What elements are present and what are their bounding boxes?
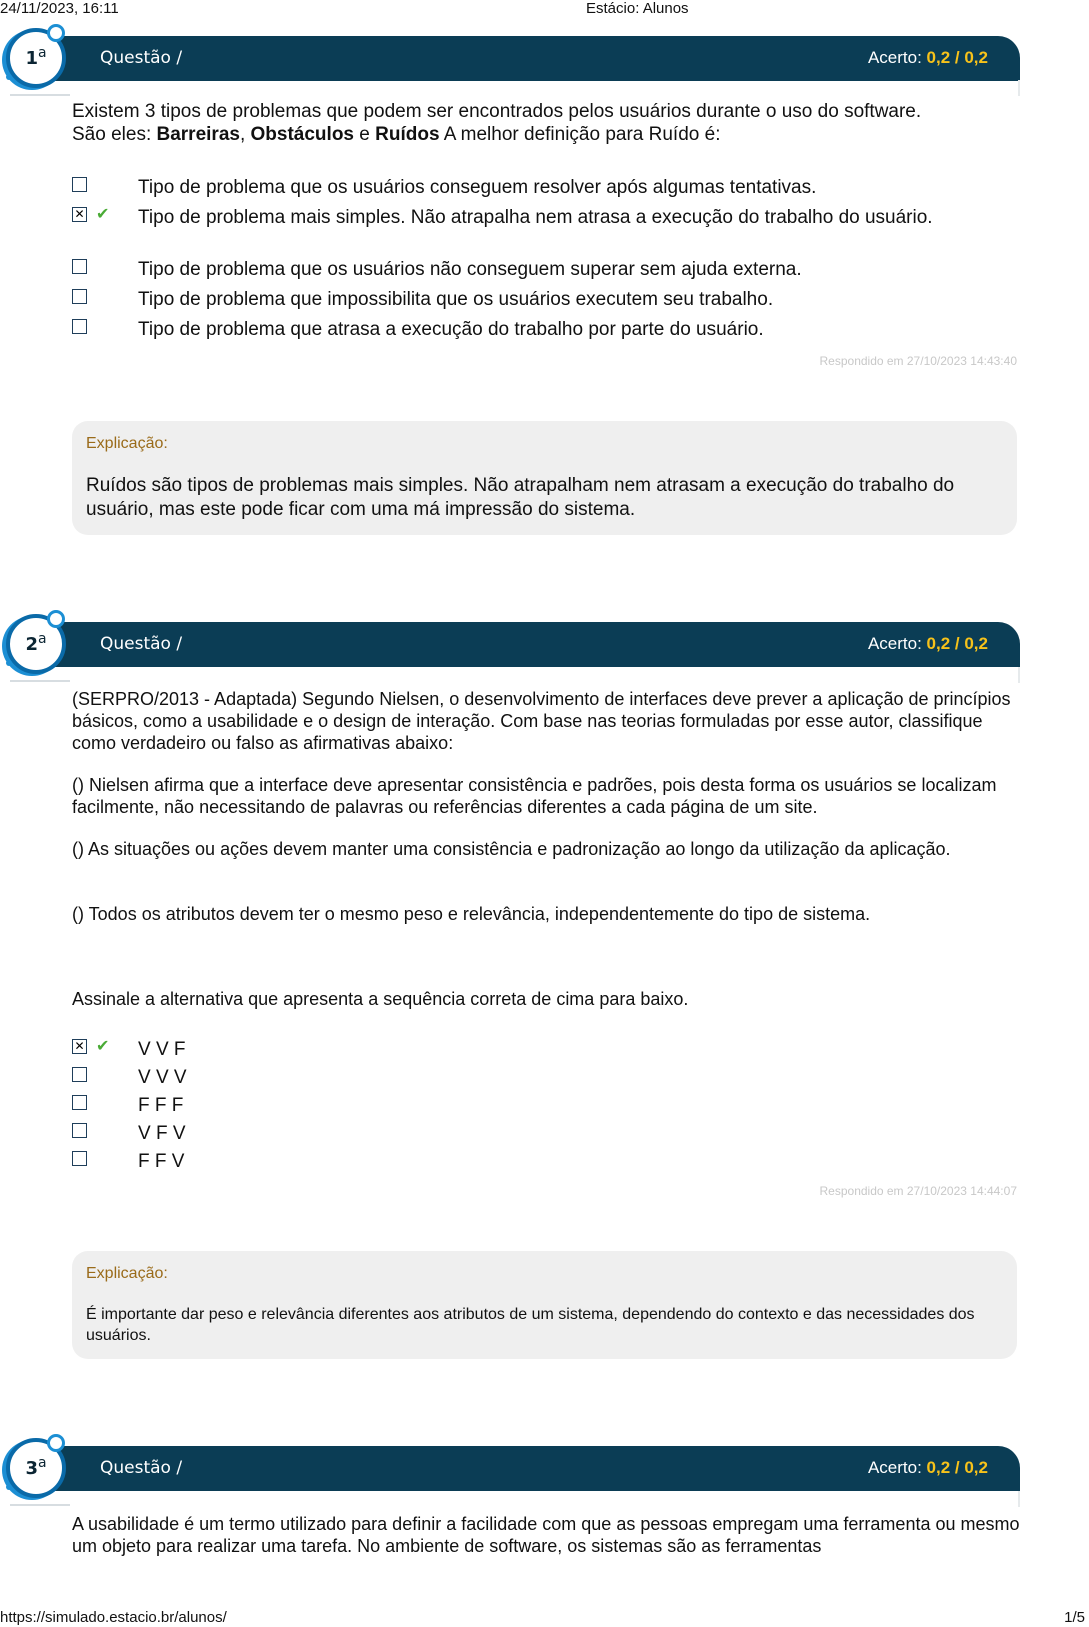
header-underline [10, 1504, 70, 1506]
answer-option[interactable] [72, 288, 1022, 314]
score-display [868, 1458, 988, 1478]
option-text: Tipo de problema que os usuários não conseguem superar sem ajuda externa. [138, 259, 802, 280]
badge-knob [47, 1434, 65, 1452]
statement-text: São eles: [72, 124, 157, 145]
answer-option[interactable] [72, 1122, 1022, 1148]
option-text: V V F [138, 1039, 186, 1060]
checkbox-icon[interactable] [72, 259, 87, 274]
header-underline [10, 680, 70, 682]
question-statement [72, 100, 1022, 146]
acerto-label: Acerto: [867, 1458, 922, 1477]
answer-option[interactable] [72, 1094, 1022, 1120]
acerto-label: Acerto: [867, 48, 922, 67]
answered-timestamp: Respondido em 27/10/2023 14:43:40 [819, 354, 1017, 368]
answer-option[interactable] [72, 1038, 1022, 1064]
question-statement: A usabilidade é um termo utilizado para definir a facilidade com que as pessoas empregam uma ferramenta ou mesmo um objeto para realizar uma tarefa. No ambiente de software, os sistemas são as ferramentas [72, 1514, 1020, 1556]
checkbox-icon[interactable] [72, 1151, 87, 1166]
option-text: V V V [138, 1067, 187, 1088]
print-date: 24/11/2023, 16:11 [0, 0, 119, 17]
explanation-box [72, 1251, 1017, 1359]
badge-dot [6, 660, 12, 666]
question-header-bar [28, 36, 1020, 81]
question-number: 1 [25, 48, 38, 69]
question-number-badge [6, 28, 66, 88]
question-header-bar [28, 1446, 1020, 1491]
badge-dot [6, 74, 12, 80]
option-text: Tipo de problema mais simples. Não atrapalha nem atrasa a execução do trabalho do usuário. [138, 207, 933, 228]
question-label: Questão / [100, 634, 183, 654]
question-ordinal: a [37, 631, 47, 647]
explanation-box [72, 421, 1017, 535]
header-underline [10, 94, 70, 96]
question-number: 2 [25, 634, 38, 655]
header-edge [1018, 1491, 1020, 1507]
statement-text: A melhor definição para Ruído é: [439, 124, 721, 145]
answered-timestamp: Respondido em 27/10/2023 14:44:07 [819, 1184, 1017, 1198]
explanation-text: Ruídos são tipos de problemas mais simples. Não atrapalham nem atrasam a execução do trabalho do usuário, mas este pode ficar com uma má impressão do sistema. [86, 475, 955, 520]
term-barreiras: Barreiras [156, 124, 240, 145]
question-header-bar [28, 622, 1020, 667]
option-text: Tipo de problema que os usuários conseguem resolver após algumas tentativas. [138, 177, 817, 198]
print-url: https://simulado.estacio.br/alunos/ [0, 1609, 227, 1626]
score-display [868, 634, 988, 654]
statement-text: e [354, 124, 376, 145]
option-text: V F V [138, 1123, 186, 1144]
check-icon: ✔ [96, 1036, 110, 1055]
statement-line [72, 123, 1022, 146]
badge-dot [6, 1484, 12, 1490]
badge-knob [47, 24, 65, 42]
statement-text: , [239, 124, 251, 145]
checkbox-x-icon[interactable]: ✕ [72, 1039, 87, 1054]
question-instruction: Assinale a alternativa que apresenta a sequência correta de cima para baixo. [72, 989, 689, 1009]
score-value: 0,2 [926, 634, 951, 653]
page-number: 1/5 [1064, 1609, 1085, 1626]
option-text: Tipo de problema que impossibilita que os usuários executem seu trabalho. [138, 289, 774, 310]
statement-item: () Nielsen afirma que a interface deve apresentar consistência e padrões, pois desta forma os usuários se localizam facilmente, não necessitando de palavras ou referências diferentes a cada página de um site. [72, 775, 997, 817]
explanation-title: Explicação: [86, 435, 168, 452]
answer-option[interactable] [72, 258, 1022, 284]
option-text: F F V [138, 1151, 185, 1172]
checkbox-icon[interactable] [72, 1095, 87, 1110]
explanation-title: Explicação: [86, 1265, 168, 1282]
checkbox-icon[interactable] [72, 1067, 87, 1082]
checkbox-icon[interactable] [72, 1123, 87, 1138]
score-max: / 0,2 [954, 48, 988, 67]
question-number-badge [6, 1438, 66, 1498]
badge-knob [47, 610, 65, 628]
print-footer [0, 1609, 1089, 1627]
term-ruidos: Ruídos [375, 124, 440, 145]
answer-option[interactable] [72, 1066, 1022, 1092]
option-text: F F F [138, 1095, 184, 1116]
score-max: / 0,2 [954, 1458, 988, 1477]
checkbox-icon[interactable] [72, 319, 87, 334]
question-label: Questão / [100, 1458, 183, 1478]
answer-option[interactable] [72, 176, 1022, 202]
answer-option[interactable] [72, 1150, 1022, 1176]
score-value: 0,2 [926, 48, 951, 67]
question-ordinal: a [37, 45, 47, 61]
score-max: / 0,2 [954, 634, 988, 653]
question-number: 3 [25, 1458, 38, 1479]
checkbox-icon[interactable] [72, 289, 87, 304]
print-header [0, 0, 1089, 18]
check-icon: ✔ [96, 204, 110, 223]
question-number-badge [6, 614, 66, 674]
term-obstaculos: Obstáculos [250, 124, 354, 145]
statement-item: () Todos os atributos devem ter o mesmo peso e relevância, independentemente do tipo de sistema. [72, 904, 871, 924]
checkbox-x-icon[interactable]: ✕ [72, 207, 87, 222]
statement-item: () As situações ou ações devem manter uma consistência e padronização ao longo da utilização da aplicação. [72, 839, 951, 859]
checkbox-icon[interactable] [72, 177, 87, 192]
explanation-text: É importante dar peso e relevância diferentes aos atributos de um sistema, dependendo do contexto e das necessidades dos usuários. [86, 1306, 975, 1344]
acerto-label: Acerto: [867, 634, 922, 653]
answer-option[interactable] [72, 206, 1022, 256]
option-text: Tipo de problema que atrasa a execução do trabalho por parte do usuário. [138, 319, 764, 340]
header-edge [1018, 80, 1020, 96]
statement-line: Existem 3 tipos de problemas que podem ser encontrados pelos usuários durante o uso do software. [72, 101, 922, 122]
header-edge [1018, 667, 1020, 683]
score-display [868, 48, 988, 68]
print-title: Estácio: Alunos [586, 0, 689, 17]
question-paragraph: (SERPRO/2013 - Adaptada) Segundo Nielsen, o desenvolvimento de interfaces deve prever a aplicação de princípios básicos, como a usabilidade e o design de interação. Com base nas teorias formuladas por esse autor, classifique como verdadeiro ou falso as afirmativas abaixo: [72, 689, 1011, 753]
score-value: 0,2 [926, 1458, 951, 1477]
answer-option[interactable] [72, 318, 1022, 344]
question-label: Questão / [100, 48, 183, 68]
question-ordinal: a [37, 1455, 47, 1471]
